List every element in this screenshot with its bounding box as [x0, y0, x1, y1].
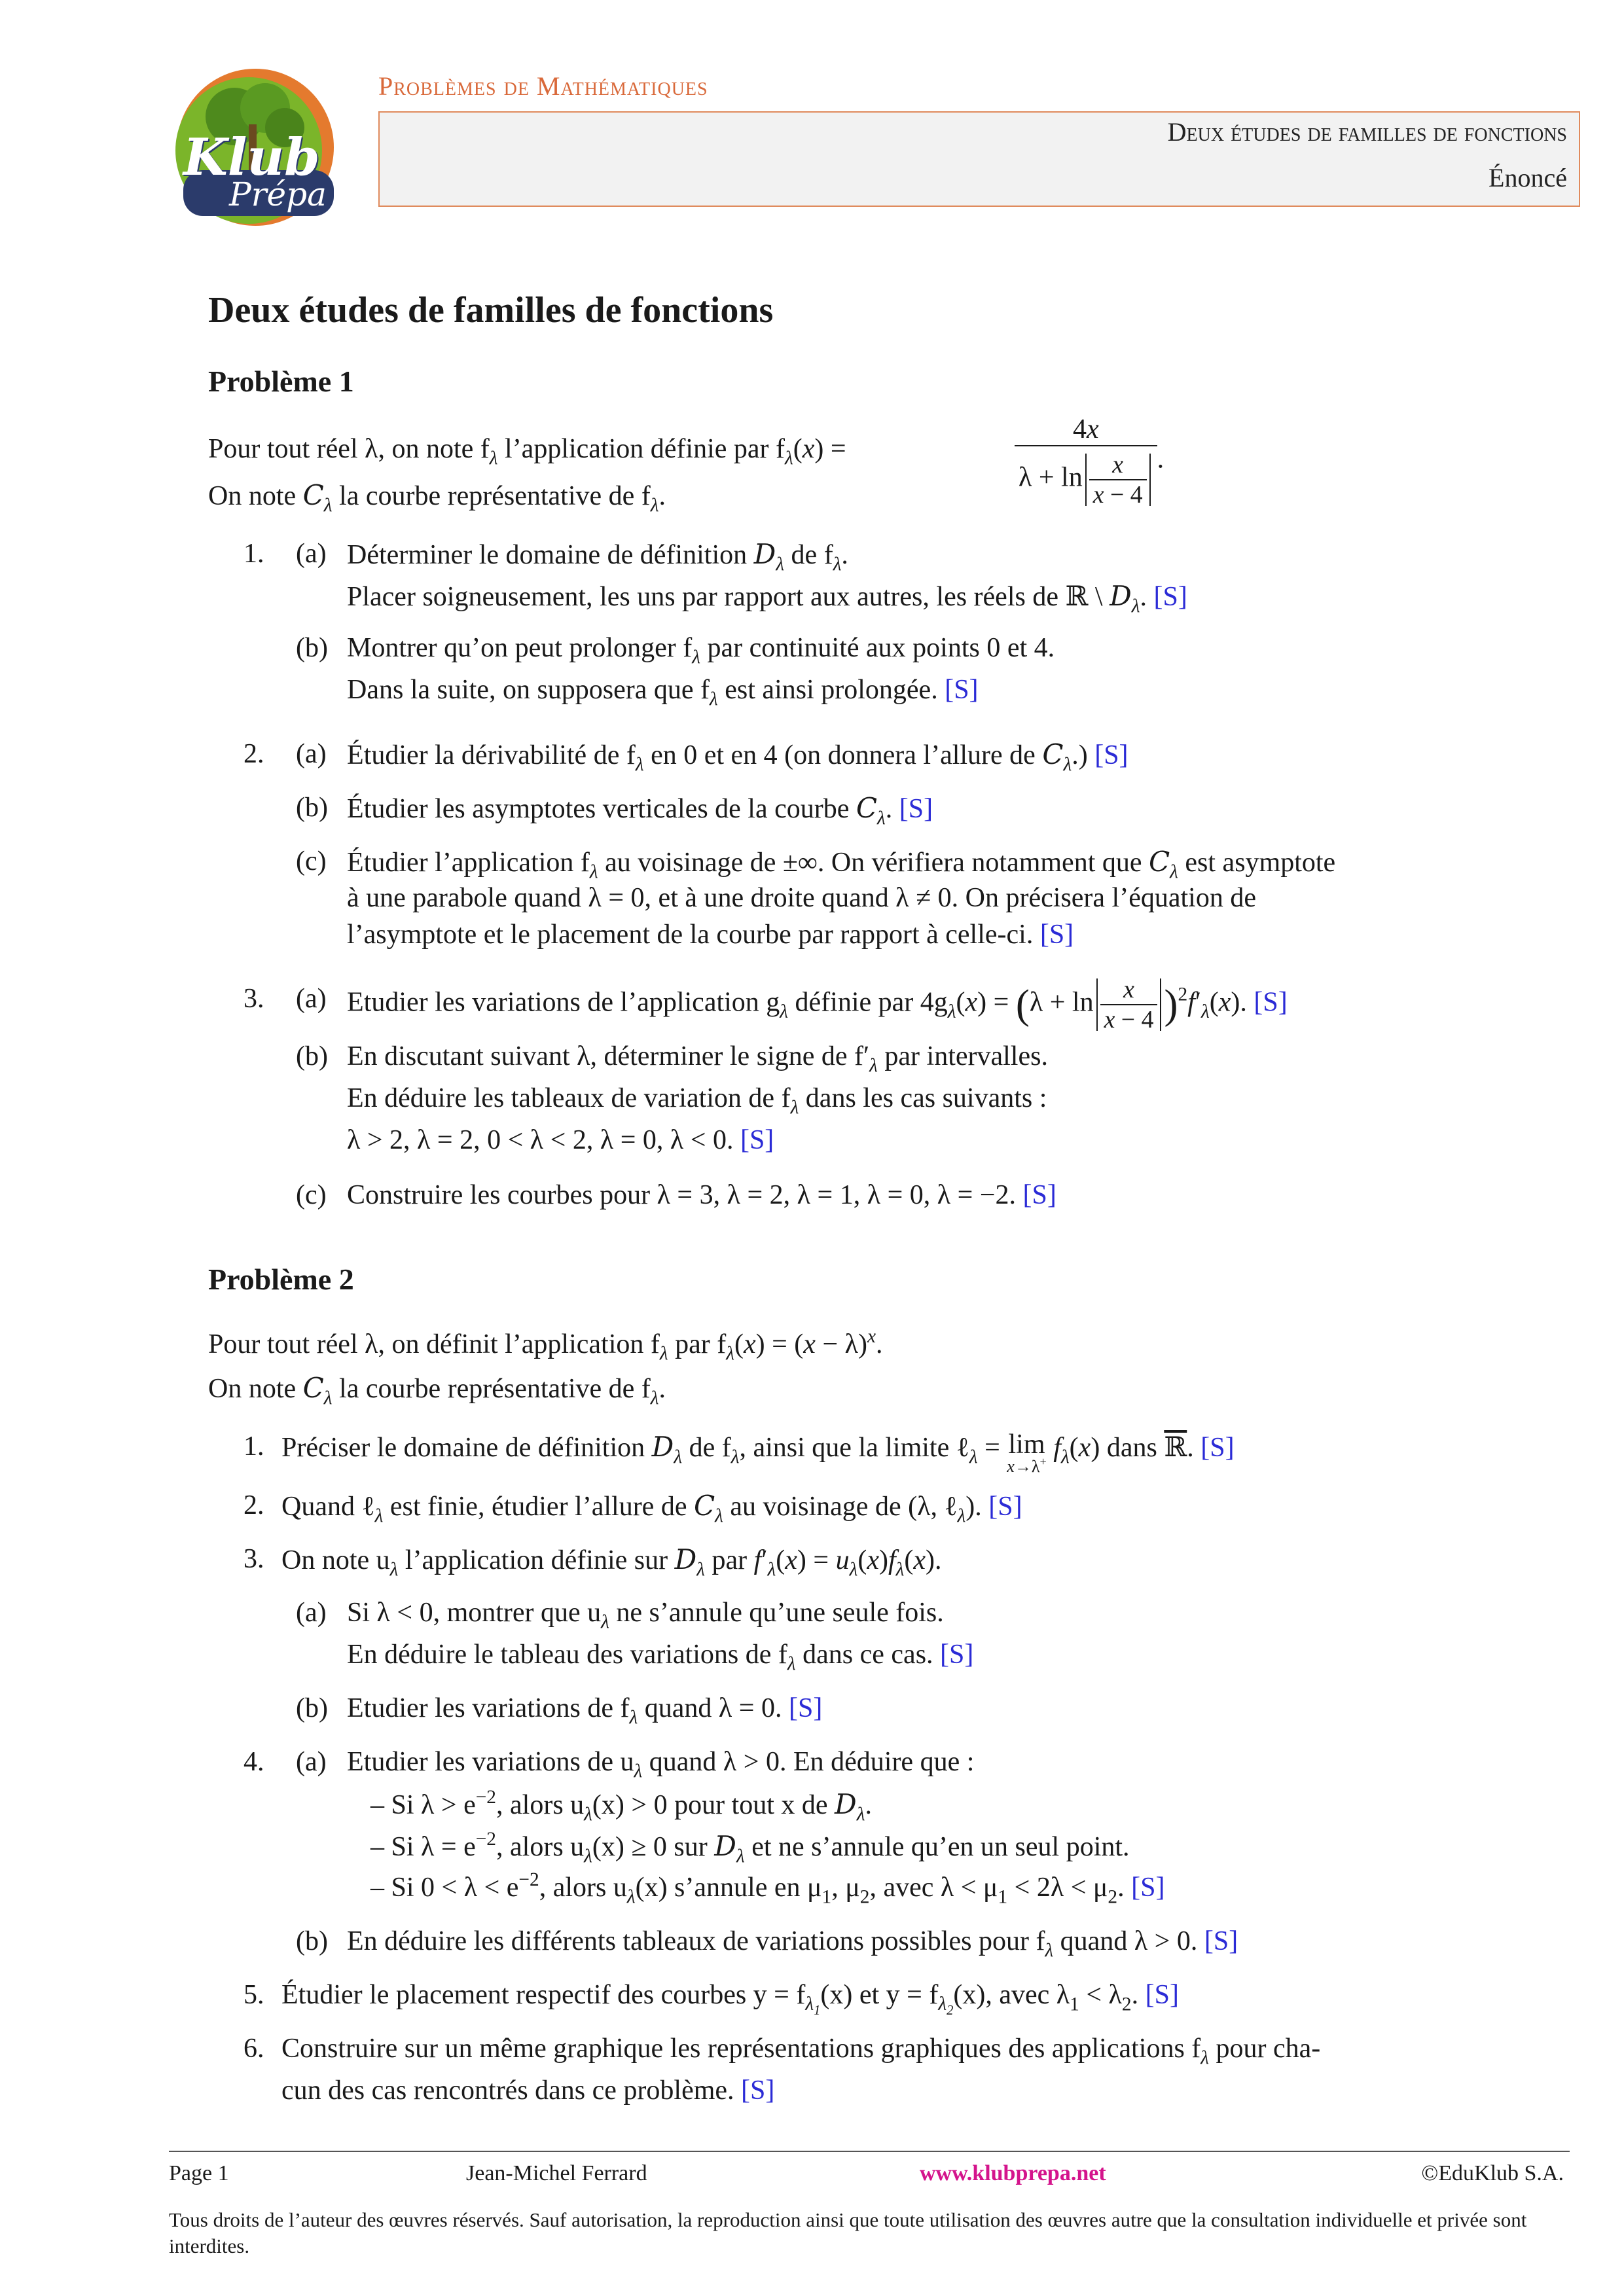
p1-q3c-text: Construire les courbes pour λ = 3, λ = 2, λ = 1, λ = 0, λ = −2. [S] — [347, 1180, 1056, 1210]
footer-page-number: Page 1 — [169, 2161, 229, 2185]
p2-q4a-line3: – Si $\lambda = e^{-2}$, alors $u_\lambda(x) \ge 0$ sur $D_\lambda$ et ne s’annule qu’en un seul point. — [370, 1828, 1130, 1867]
p1-q2a-label: (a) — [296, 739, 327, 769]
p2-q4a-line4: – Si $0 < \lambda < e^{-2}$, alors $u_\lambda(x)$ s’annule en $\mu_1$, $\mu_2$, avec $\lambda < \mu_1 < 2\lambda < \mu_2$. [S] — [370, 1869, 1165, 1908]
p1-q1a-line2: Placer soigneusement, les uns par rapport aux autres, les réels de ℝ \ $D_\lambda$. [S] — [347, 580, 1187, 617]
p2-q4a-line1: Etudier les variations de $u_\lambda$ quand λ > 0. En déduire que : — [347, 1747, 975, 1782]
solution-link[interactable]: [S] — [1204, 1926, 1238, 1956]
p2-intro-line2: On note $C_\lambda$ la courbe représentative de $f_\lambda$. — [208, 1372, 666, 1409]
page-title: Deux études de familles de fonctions — [208, 290, 774, 331]
solution-link[interactable]: [S] — [1022, 1180, 1056, 1210]
p1-intro-line2: On note $C_\lambda$ la courbe représentative de $f_\lambda$. — [208, 479, 666, 516]
footer-rights-notice: Tous droits de l’auteur des œuvres réservés. Sauf autorisation, la reproduction ainsi que toute utilisation des œuvres autre que la consultation individuelle et privée sont interdites. — [169, 2208, 1527, 2257]
p1-q1-number: 1. — [244, 539, 264, 569]
p1-q1b-line2: Dans la suite, on supposera que $f_\lambda$ est ainsi prolongée. [S] — [347, 675, 979, 710]
p2-q3-number: 3. — [244, 1544, 264, 1574]
problem1-heading: Problème 1 — [208, 365, 354, 398]
p1-q1b-label: (b) — [296, 633, 328, 663]
p2-q5-text: Étudier le placement respectif des courbes $y = f_{\lambda_1}(x)$ et $y = f_{\lambda_2}(x)$, avec $\lambda_1 < \lambda_2$. [S] — [281, 1980, 1179, 2018]
p1-q1a-line1: Déterminer le domaine de définition $D_\lambda$ de $f_\lambda$. — [347, 538, 848, 575]
p2-q1-text: Préciser le domaine de définition $D_\lambda$ de $f_\lambda$, ainsi que la limite ℓ$_\lambda$ = lim x→λ+ $f_\lambda(x)$ dans ℝ. [S] — [281, 1429, 1235, 1476]
fraction: 4x λ + ln $\frac{x}{x - 4}$ — [1015, 414, 1157, 509]
p2-q3b-text: Etudier les variations de $f_\lambda$ quand λ = 0. [S] — [347, 1693, 823, 1729]
p2-q2-text: Quand ℓ$_\lambda$ est finie, étudier l’allure de $C_\lambda$ au voisinage de (λ, ℓ$_\lambda$). [S] — [281, 1490, 1022, 1527]
series-title: Problèmes de Mathématiques — [378, 71, 708, 101]
solution-link[interactable]: [S] — [1254, 987, 1288, 1018]
solution-link[interactable]: [S] — [940, 1640, 974, 1670]
p2-q4-number: 4. — [244, 1747, 264, 1777]
p2-q5-number: 5. — [244, 1980, 264, 2010]
header-doc-title: Deux études de familles de fonctions — [1167, 117, 1567, 147]
p1-q2a-text: Étudier la dérivabilité de $f_\lambda$ en 0 et en 4 (on donnera l’allure de $C_\lambda$.) [S] — [347, 738, 1128, 776]
p2-q6-number: 6. — [244, 2034, 264, 2064]
p1-q2c-line2: à une parabole quand λ = 0, et à une droite quand λ ≠ 0. On précisera l’équation de — [347, 883, 1256, 913]
p2-q1-number: 1. — [244, 1431, 264, 1462]
p2-q6-line1: Construire sur un même graphique les représentations graphiques des applications $f_\lambda$ pour cha- — [281, 2034, 1321, 2069]
solution-link[interactable]: [S] — [988, 1492, 1022, 1522]
p1-q3-number: 3. — [244, 984, 264, 1014]
p2-q4a-line2: – Si $\lambda > e^{-2}$, alors $u_\lambda(x) > 0$ pour tout x de $D_\lambda$. — [370, 1786, 872, 1825]
footer-copyright: ©EduKlub S.A. — [1421, 2161, 1564, 2185]
p2-q2-number: 2. — [244, 1490, 264, 1520]
p1-q2b-label: (b) — [296, 793, 328, 823]
p2-q4b-text: En déduire les différents tableaux de variations possibles pour $f_\lambda$ quand λ > 0. [S] — [347, 1926, 1238, 1962]
p1-q3b-line2: En déduire les tableaux de variation de $f_\lambda$ dans les cas suivants : — [347, 1083, 1047, 1119]
p1-intro-line1: Pour tout réel λ, on note $f_\lambda$ l’application définie par $f_\lambda(x)$ = — [208, 434, 846, 469]
p1-q2c-line3: l’asymptote et le placement de la courbe par rapport à celle-ci. [S] — [347, 920, 1074, 950]
p1-q3a-text: Etudier les variations de l’application $g_\lambda$ définie par $4g_\lambda(x) = (\lambda + \ln$ $\frac{x}{x - 4}$ )$^2f'_\lambda(x)$. [S] — [347, 976, 1288, 1033]
solution-link[interactable]: [S] — [945, 675, 979, 705]
logo-text-klub: Klub — [183, 128, 320, 187]
p2-q3b-label: (b) — [296, 1693, 328, 1723]
p1-q3a-label: (a) — [296, 984, 327, 1014]
p2-intro-line1: Pour tout réel λ, on définit l’application $f_\lambda$ par $f_\lambda(x) = (x - \lambda)^x$. — [208, 1325, 883, 1365]
p2-q3a-line2: En déduire le tableau des variations de $f_\lambda$ dans ce cas. [S] — [347, 1640, 974, 1675]
solution-link[interactable]: [S] — [740, 1125, 774, 1155]
p1-q3b-label: (b) — [296, 1041, 328, 1071]
p2-q6-line2: cun des cas rencontrés dans ce problème. [S] — [281, 2075, 775, 2106]
solution-link[interactable]: [S] — [741, 2075, 775, 2106]
p2-q4b-label: (b) — [296, 1926, 328, 1956]
problem2-heading: Problème 2 — [208, 1263, 354, 1296]
p1-q3c-label: (c) — [296, 1180, 327, 1210]
p2-q3a-label: (a) — [296, 1598, 327, 1628]
p1-q3b-line1: En discutant suivant λ, déterminer le signe de $f'_\lambda$ par intervalles. — [347, 1041, 1048, 1077]
p1-q3b-line3: λ > 2, λ = 2, 0 < λ < 2, λ = 0, λ < 0. [S] — [347, 1125, 774, 1155]
p1-q2-number: 2. — [244, 739, 264, 769]
p1-definition-fraction: 4x λ + ln $\frac{x}{x - 4}$ . — [1015, 414, 1164, 509]
solution-link[interactable]: [S] — [1131, 1873, 1165, 1903]
p2-q4a-label: (a) — [296, 1747, 327, 1777]
klubprepa-logo — [157, 59, 353, 229]
p1-q2b-text: Étudier les asymptotes verticales de la courbe $C_\lambda$. [S] — [347, 792, 933, 829]
p2-q3-text: On note $u_\lambda$ l’application définie sur $D_\lambda$ par $f'_\lambda(x) = u_\lambda(x)f_\lambda(x)$. — [281, 1543, 942, 1581]
header-doc-type: Énoncé — [1489, 163, 1567, 192]
p1-q1a-label: (a) — [296, 539, 327, 569]
footer-site-link[interactable]: www.klubprepa.net — [920, 2161, 1106, 2185]
solution-link[interactable]: [S] — [1094, 740, 1128, 770]
p1-q2c-line1: Étudier l’application $f_\lambda$ au voisinage de ±∞. On vérifiera notamment que $C_\lambda$ est asymptote — [347, 846, 1336, 883]
solution-link[interactable]: [S] — [1039, 920, 1074, 950]
solution-link[interactable]: [S] — [899, 794, 933, 824]
footer-author: Jean-Michel Ferrard — [466, 2161, 647, 2185]
solution-link[interactable]: [S] — [1153, 582, 1187, 612]
logo-text-prepa: Prépa — [229, 175, 327, 213]
footer-divider — [169, 2151, 1570, 2152]
header-box — [378, 111, 1580, 207]
p2-q3a-line1: Si λ < 0, montrer que $u_\lambda$ ne s’annule qu’une seule fois. — [347, 1598, 944, 1633]
solution-link[interactable]: [S] — [1200, 1433, 1235, 1463]
p1-q2c-label: (c) — [296, 846, 327, 876]
p1-q1b-line1: Montrer qu’on peut prolonger $f_\lambda$ par continuité aux points 0 et 4. — [347, 633, 1055, 668]
solution-link[interactable]: [S] — [1145, 1980, 1179, 2010]
solution-link[interactable]: [S] — [788, 1693, 823, 1723]
